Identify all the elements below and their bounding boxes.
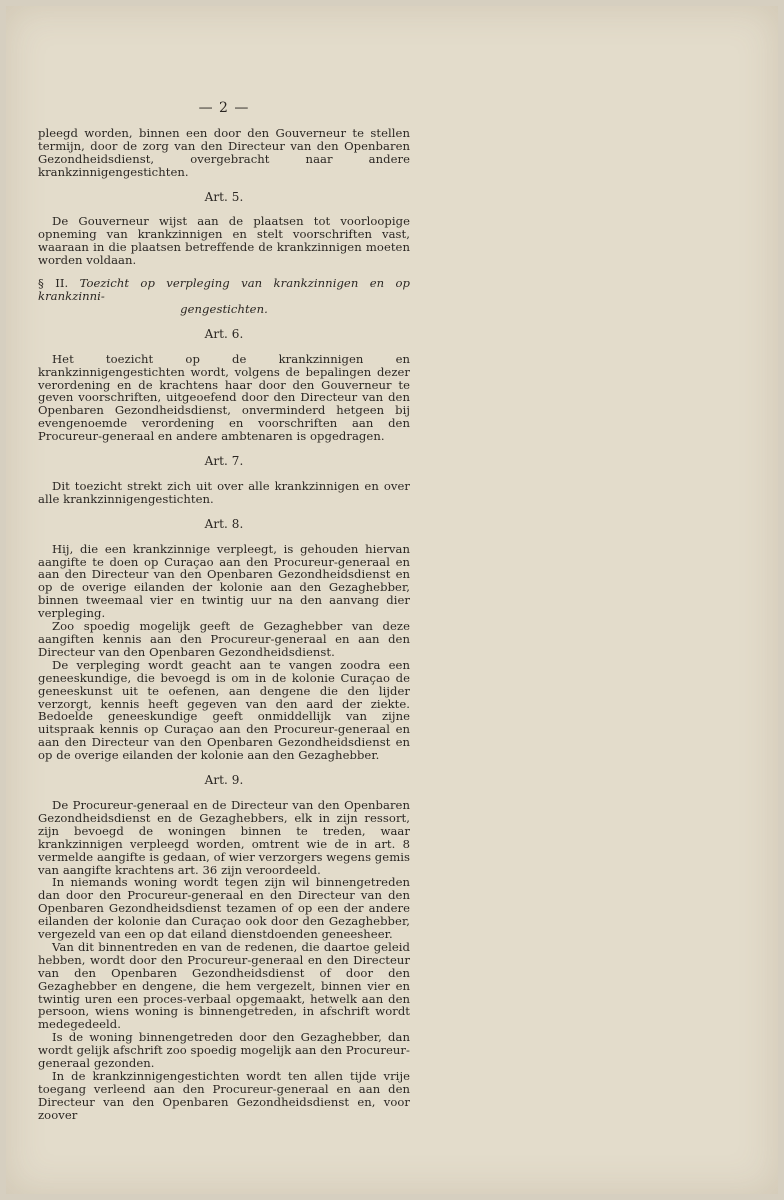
art9-paragraph-5: In de krankzinnigengestichten wordt ten allen tijde vrije toegang verleend aan den Procureur-generaal en aan den Directeur van den Openbaren Gezondheidsdienst en, voor zoover: [38, 1069, 410, 1122]
art9-paragraph-1: De Procureur-generaal en de Directeur van den Openbaren Gezondheidsdienst en de Gezaghebbers, elk in zijn ressort, zijn bevoegd de woningen binnen te treden, waar krankzinnigen verpleegd worden, omtrent wie de in art. 8 vermelde aangifte is gedaan, of wier verzorgers wegens gemis van aangifte krachtens art. 36 zijn veroordeeld.: [38, 797, 410, 877]
art7-heading: Art. 7.: [204, 454, 244, 469]
art8-paragraph-3: De verpleging wordt geacht aan te vangen zoodra een geneeskundige, die bevoegd is om in de kolonie Curaçao de geneeskunst uit te oefenen, aan dengene die den lijder verzorgt, kennis heeft gegeven van den aard der ziekte. Bedoelde geneeskundige geeft onmiddellijk van zijne uitspraak kennis op Curaçao aan den Procureur-generaal en aan den Directeur van den Openbaren Gezondheidsdienst en op de overige eilanden der kolonie aan den Gezaghebber.: [38, 657, 410, 763]
art9-paragraph-2: In niemands woning wordt tegen zijn wil binnengetreden dan door den Procureur-generaal en den Directeur van den Openbaren Gezondheidsdienst tezamen of op een der andere eilanden der kolonie dan Curaçao ook door den Gezaghebber, vergezeld van een op dat eiland dienstdoenden geneesheer.: [38, 875, 410, 942]
art5-text: De Gouverneur wijst aan de plaatsen tot voorloopige opneming van krankzinnigen en stelt voorschriften vast, waaraan in die plaatsen betreffende de krankzinnigen moeten worden voldaan.: [38, 214, 410, 268]
page-number: — 2 —: [198, 100, 250, 116]
document-page: [6, 6, 778, 1194]
intro-paragraph: pleegd worden, binnen een door den Gouverneur te stellen termijn, door de zorg van den Directeur van den Openbaren Gezondheidsdienst, overgebracht naar andere krankzinnigengestichten.: [38, 125, 410, 179]
art8-paragraph-2: Zoo spoedig mogelijk geeft de Gezaghebber van deze aangiften kennis aan den Procureur-generaal en aan den Directeur van den Openbaren Gezondheidsdienst.: [38, 619, 410, 659]
art9-heading: Art. 9.: [204, 773, 244, 788]
art7-text: Dit toezicht strekt zich uit over alle krankzinnigen en over alle krankzinnigengestichten.: [38, 478, 410, 506]
art6-heading: Art. 6.: [204, 326, 244, 341]
section-2-number: § II.: [38, 276, 69, 291]
art8-paragraph-1: Hij, die een krankzinnige verpleegt, is gehouden hiervan aangifte te doen op Curaçao aan den Procureur-generaal en aan den Directeur van den Openbaren Gezondheidsdienst en op de overige eilanden der kolonie aan den Gezaghebber, binnen tweemaal vier en twintig uur na den aanvang dier verpleging.: [38, 541, 410, 621]
section-2-heading: [38, 277, 410, 316]
section-2-title-line2: gengestichten.: [180, 301, 268, 316]
section-2-title-line1: Toezicht op verpleging van krankzinnigen en op krankzinni-: [38, 276, 410, 303]
art9-paragraph-4: Is de woning binnengetreden door den Gezaghebber, dan wordt gelijk afschrift zoo spoedig mogelijk aan den Procureur-generaal gezonden.: [38, 1030, 410, 1071]
art8-heading: Art. 8.: [204, 516, 244, 531]
art6-text: Het toezicht op de krankzinnigen en krankzinnigengestichten wordt, volgens de bepalingen dezer verordening en de krachtens haar door den Gouverneur te geven voorschriften, uitgeoefend door den Directeur van den Openbaren Gezondheidsdienst, onverminderd hetgeen bij evengenoemde verordening en voorschriften aan den Procureur-generaal en andere ambtenaren is opgedragen.: [38, 351, 410, 444]
text-column: [38, 102, 410, 1122]
art5-heading: Art. 5.: [204, 189, 244, 204]
art9-paragraph-3: Van dit binnentreden en van de redenen, die daartoe geleid hebben, wordt door den Procureur-generaal en den Directeur van den Openbaren Gezondheidsdienst of door den Gezaghebber en dengene, die hem vergezelt, binnen vier en twintig uren een proces-verbaal opgemaakt, hetwelk aan den persoon, wiens woning is binnengetreden, in afschrift wordt medegedeeld.: [38, 939, 410, 1032]
